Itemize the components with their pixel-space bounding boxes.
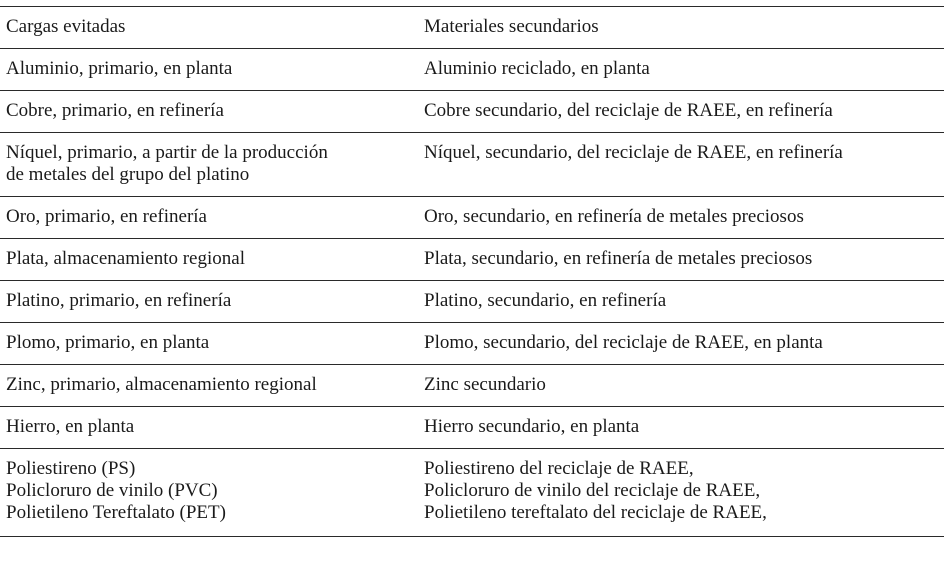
avoided-load-cell: [0, 365, 418, 407]
cell-text-line: Níquel, secundario, del reciclaje de RAEE, en refinería: [424, 142, 843, 163]
cell-text-line: Poliestireno del reciclaje de RAEE,: [424, 458, 694, 479]
avoided-load-cell: [0, 91, 418, 133]
cell-text-line: Hierro secundario, en planta: [424, 416, 640, 437]
cell-text-line: Cobre secundario, del reciclaje de RAEE, en refinería: [424, 100, 833, 121]
avoided-load-cell: [0, 239, 418, 281]
table-row: [0, 281, 944, 323]
secondary-material-cell: [418, 281, 944, 323]
avoided-load-cell: [0, 49, 418, 91]
cell-text-line: Aluminio, primario, en planta: [6, 58, 233, 79]
cell-text-line: Poliestireno (PS): [6, 458, 136, 479]
table-row: [0, 239, 944, 281]
secondary-material-cell: [418, 49, 944, 91]
secondary-material-cell: [418, 407, 944, 449]
avoided-load-cell: [0, 133, 418, 197]
secondary-material-cell: [418, 449, 944, 537]
secondary-material-cell: [418, 91, 944, 133]
cell-text-line: Níquel, primario, a partir de la producción: [6, 142, 328, 163]
header-secondary-materials: Materiales secundarios: [418, 7, 944, 49]
cell-text-line: Polietileno Tereftalato (PET): [6, 502, 226, 523]
cell-text-line: Policloruro de vinilo (PVC): [6, 480, 218, 501]
cell-text-line: Plata, almacenamiento regional: [6, 248, 245, 269]
secondary-material-cell: [418, 365, 944, 407]
materials-table: [0, 6, 944, 537]
cell-text-line: Cobre, primario, en refinería: [6, 100, 224, 121]
table-row: [0, 49, 944, 91]
cell-text-line: de metales del grupo del platino: [6, 164, 250, 185]
table-body: [0, 49, 944, 537]
cell-text-line: Aluminio reciclado, en planta: [424, 58, 650, 79]
table-header-row: [0, 7, 944, 49]
cell-text-line: Platino, primario, en refinería: [6, 290, 232, 311]
secondary-material-cell: [418, 239, 944, 281]
cell-text-line: Policloruro de vinilo del reciclaje de RAEE,: [424, 480, 761, 501]
cell-text-line: Zinc secundario: [424, 374, 546, 395]
avoided-load-cell: [0, 449, 418, 537]
cell-text-line: Zinc, primario, almacenamiento regional: [6, 374, 317, 395]
avoided-load-cell: [0, 323, 418, 365]
cell-text-line: Polietileno tereftalato del reciclaje de RAEE,: [424, 502, 767, 523]
cell-text-line: Plomo, secundario, del reciclaje de RAEE, en planta: [424, 332, 823, 353]
secondary-material-cell: [418, 197, 944, 239]
cell-text-line: Hierro, en planta: [6, 416, 135, 437]
avoided-load-cell: [0, 281, 418, 323]
cell-text-line: Oro, primario, en refinería: [6, 206, 207, 227]
table-row: [0, 449, 944, 537]
table-row: [0, 365, 944, 407]
table-row: [0, 407, 944, 449]
table-row: [0, 323, 944, 365]
cell-text-line: Plomo, primario, en planta: [6, 332, 210, 353]
avoided-load-cell: [0, 197, 418, 239]
secondary-material-cell: [418, 133, 944, 197]
cell-text-line: Plata, secundario, en refinería de metales preciosos: [424, 248, 813, 269]
cell-text-line: Platino, secundario, en refinería: [424, 290, 667, 311]
avoided-load-cell: [0, 407, 418, 449]
table-row: [0, 197, 944, 239]
table-row: [0, 91, 944, 133]
cell-text-line: Oro, secundario, en refinería de metales preciosos: [424, 206, 804, 227]
table-row: [0, 133, 944, 197]
secondary-material-cell: [418, 323, 944, 365]
header-avoided-loads: Cargas evitadas: [0, 7, 418, 49]
